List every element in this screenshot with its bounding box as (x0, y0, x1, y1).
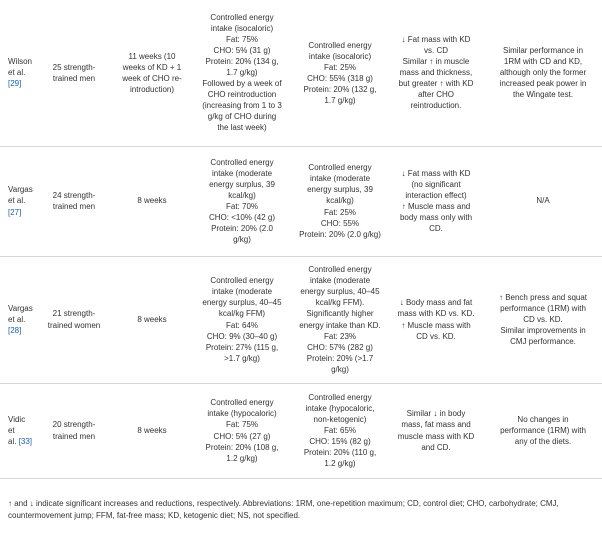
cell-line: Protein: 20% (132 g, (303, 84, 377, 94)
cell-line: Protein: 27% (115 g, (205, 342, 279, 352)
cell-line: kcal/kg) (326, 196, 354, 206)
cell-performance (484, 0, 602, 146)
cell-line: CD vs. KD. (416, 331, 456, 341)
cell-control-diet (292, 0, 388, 146)
cell-line: Similar performance in (502, 46, 584, 56)
cell-line: energy surplus, 39 (307, 185, 373, 195)
cell-study (0, 256, 36, 383)
cell-line: Protein: 20% (134 g, (205, 57, 279, 67)
cell-line: Fat: 70% (225, 202, 258, 211)
cell-line: Vidic et (8, 414, 26, 435)
cell-line: kcal/kg FFM) (218, 309, 266, 319)
cell-line: 1.2 g/kg) (226, 453, 258, 463)
cell-line: Controlled energy (308, 40, 372, 50)
cell-line: energy intake than KD. (299, 320, 381, 330)
cell-line: Controlled energy (210, 276, 274, 286)
cell-line: body mass only with (399, 213, 473, 223)
cell-performance (484, 383, 602, 478)
cell-line: mass with KD vs. KD. (397, 309, 475, 319)
cell-line: intake (isocaloric) (308, 51, 372, 61)
cell-line: kcal/kg) (228, 190, 256, 200)
cell-line: ↑ Muscle mass with (401, 320, 471, 330)
cell-line: 1.7 g/kg) (226, 68, 258, 78)
cell-line: trained men (52, 431, 96, 441)
cell-line: Similar ↑ in muscle (402, 57, 470, 67)
cell-line: Fat: 75% (225, 35, 258, 45)
cell-line: Fat: 65% (323, 425, 356, 435)
cell-performance (484, 146, 602, 256)
cell-line: Followed by a week of (202, 79, 282, 89)
cell-line: intake (moderate (309, 174, 371, 184)
cell-line: (increasing from 1 to 3 (202, 101, 282, 111)
cell-line: the Wingate test. (512, 90, 574, 100)
cell-line: Protein: 20% (110 g, (303, 448, 377, 458)
cell-line: introduction) (129, 84, 175, 94)
cell-line: 20 strength- (52, 420, 96, 430)
table-row (0, 383, 602, 478)
cell-line: Controlled energy (210, 13, 274, 23)
cell-line: Wilson (8, 57, 33, 67)
cell-performance (484, 256, 602, 383)
cell-study (0, 146, 36, 256)
cell-line: CD vs. KD. (523, 314, 563, 324)
cell-line: 1.7 g/kg) (324, 95, 356, 105)
cell-line: CHO: 55% (320, 218, 360, 228)
cell-line: energy surplus, 39 (209, 179, 275, 189)
cell-line: trained men (52, 73, 96, 83)
cell-line: Protein: 20% (2.0 (211, 224, 273, 234)
cell-line: Controlled energy (308, 265, 372, 275)
cell-line: intake (moderate (211, 287, 273, 297)
cell-line: ↑ Muscle mass and (401, 202, 471, 211)
cell-line: Controlled energy (308, 163, 372, 173)
cell-line: Similar improvements in (500, 326, 586, 336)
cell-line: 1.2 g/kg) (324, 459, 356, 469)
cell-line: N/A (536, 196, 550, 206)
cell-line: Protein: 20% (2.0 g/kg) (299, 229, 381, 239)
cell-line: energy surplus, 40–45 (202, 298, 282, 308)
cell-line: Similar ↓ in body (406, 409, 466, 419)
cell-line: energy surplus, 40–45 (300, 287, 380, 297)
cell-line: Controlled energy (308, 392, 372, 402)
cell-kd-diet (192, 146, 292, 256)
cell-line-text: al. (8, 437, 17, 447)
cell-line: muscle mass with KD (397, 431, 475, 441)
cell-body-composition (388, 0, 484, 146)
cell-line: after CHO (417, 90, 454, 100)
cell-line: Fat: 64% (225, 320, 258, 330)
cell-line: performance (1RM) with (500, 303, 586, 313)
cell-line: intake (hypocaloric) (207, 409, 277, 419)
cell-line: 8 weeks (137, 314, 167, 324)
reference-link[interactable]: [27] (8, 207, 22, 217)
cell-line: reintroduction. (410, 101, 462, 111)
cell-kd-diet (192, 0, 292, 146)
cell-line: Fat: 23% (323, 331, 356, 341)
cell-line: 1RM with CD and KD, (503, 57, 583, 67)
cell-line: interaction effect) (405, 190, 467, 200)
cell-line: ↓ Fat mass with KD (401, 35, 471, 45)
cell-line: CMJ performance. (510, 337, 576, 347)
cell-line: intake (moderate (309, 276, 371, 286)
cell-control-diet (292, 383, 388, 478)
cell-line: g/kg) (331, 364, 349, 374)
cell-line: mass, fat mass and (401, 420, 471, 430)
cell-line: 21 strength- (52, 309, 96, 319)
cell-line (8, 436, 33, 447)
reference-link[interactable]: [28] (8, 326, 22, 336)
cell-line: mass and thickness, (399, 68, 473, 78)
cell-line: Vargas (8, 303, 33, 313)
cell-line: No changes in (517, 414, 569, 424)
cell-line: CHO: 15% (82 g) (309, 437, 371, 447)
cell-participants (36, 256, 112, 383)
cell-line: non-ketogenic) (313, 414, 367, 424)
cell-line: trained men (52, 202, 96, 211)
cell-line: intake (hypocaloric, (305, 403, 375, 413)
cell-line: CHO reintroduction (207, 90, 277, 100)
cell-line: CHO: 57% (282 g) (307, 342, 373, 352)
cell-body-composition (388, 146, 484, 256)
cell-line: 8 weeks (137, 425, 167, 435)
reference-link[interactable]: [29] (8, 79, 22, 89)
cell-line: et al. (8, 196, 26, 206)
table-footnote: ↑ and ↓ indicate significant increases and reductions, respectively. Abbreviations: 1RM, one-repetition maximum; CD, control diet; CHO, carbohydrate; CMJ, countermovement jump; FFM, fat-free mass; KD, ketogenic diet; NS, not specified. (8, 499, 559, 520)
cell-line: and CD. (421, 442, 451, 452)
cell-line: performance (1RM) with (500, 425, 586, 435)
cell-kd-diet (192, 256, 292, 383)
cell-duration (112, 256, 192, 383)
cell-participants (36, 383, 112, 478)
cell-line: Protein: 20% (108 g, (205, 442, 279, 452)
cell-line: kcal/kg FFM). (315, 298, 365, 308)
cell-body-composition (388, 383, 484, 478)
cell-line: weeks of KD + 1 (122, 62, 182, 72)
cell-line: Vargas (8, 185, 33, 195)
cell-control-diet (292, 256, 388, 383)
cell-line: ↓ Fat mass with KD (401, 168, 471, 178)
cell-line: intake (isocaloric) (210, 24, 274, 34)
cell-participants (36, 0, 112, 146)
cell-line: the last week) (217, 123, 267, 133)
cell-study (0, 0, 36, 146)
cell-line: g/kg) (233, 235, 251, 245)
cell-line: CHO: 5% (31 g) (213, 46, 271, 56)
cell-line: >1.7 g/kg) (224, 353, 260, 363)
cell-line: Protein: 20% (>1.7 (306, 353, 374, 363)
cell-line: Controlled energy (210, 157, 274, 167)
cell-kd-diet (192, 383, 292, 478)
cell-line: intake (moderate (211, 168, 273, 178)
cell-line: 8 weeks (137, 196, 167, 206)
cell-line: ↓ Body mass and fat (399, 298, 473, 308)
cell-line: but greater ↑ with KD (398, 79, 474, 89)
cell-duration (112, 383, 192, 478)
cell-line: CHO: 9% (30–40 g) (206, 331, 278, 341)
cell-line: CHO: 55% (318 g) (307, 73, 373, 83)
table-row (0, 0, 602, 146)
cell-study (0, 383, 36, 478)
cell-line: CD. (429, 224, 443, 234)
cell-line: g/kg of CHO during (207, 112, 277, 122)
cell-line: CHO: <10% (42 g) (208, 213, 276, 223)
cell-participants (36, 146, 112, 256)
cell-line: (no significant (411, 179, 461, 189)
cell-line: et al. (8, 314, 26, 324)
cell-control-diet (292, 146, 388, 256)
cell-line: Fat: 75% (225, 420, 258, 430)
cell-body-composition (388, 256, 484, 383)
table-row (0, 256, 602, 383)
cell-line: 24 strength- (52, 190, 96, 200)
cell-line: although only the former (499, 68, 587, 78)
cell-line: trained women (47, 320, 101, 330)
cell-line: CHO: 5% (27 g) (213, 431, 271, 441)
cell-duration (112, 146, 192, 256)
cell-line: ↑ Bench press and squat (498, 292, 588, 302)
cell-line: week of CHO re- (122, 73, 182, 83)
cell-line: Fat: 25% (323, 207, 356, 217)
cell-line: increased peak power in (499, 79, 587, 89)
cell-line: Significantly higher (306, 309, 374, 319)
cell-line: vs. CD (424, 46, 448, 56)
cell-line: any of the diets. (514, 437, 572, 447)
cell-line: Controlled energy (210, 398, 274, 408)
cell-duration (112, 0, 192, 146)
reference-link[interactable]: [33] (18, 437, 33, 447)
cell-line: Fat: 25% (323, 62, 356, 72)
cell-line: 11 weeks (10 (128, 51, 176, 61)
cell-line: 25 strength- (52, 62, 96, 72)
cell-line: et al. (8, 68, 26, 78)
table-row (0, 146, 602, 256)
